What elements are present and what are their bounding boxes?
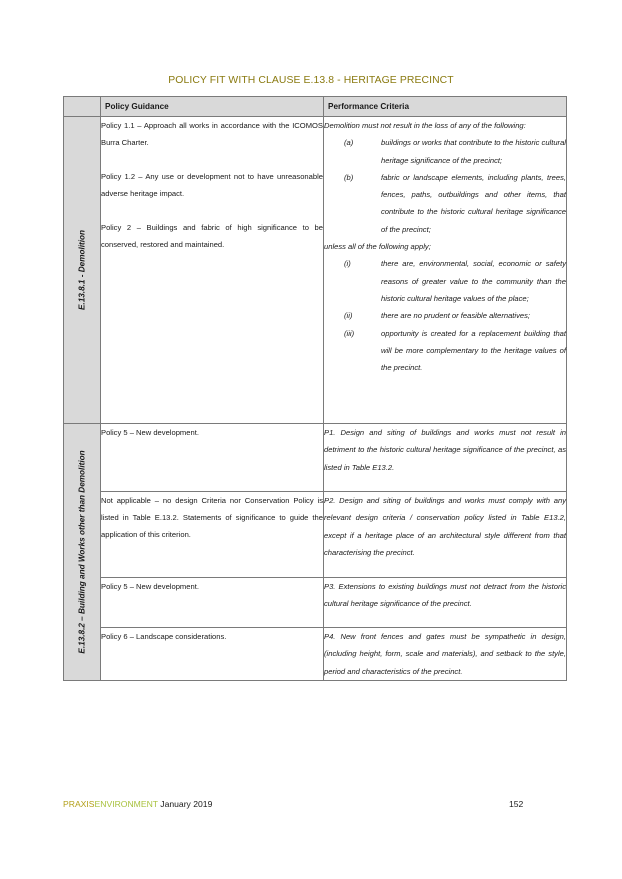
criteria-cell — [324, 117, 567, 424]
footer-date: January 2019 — [157, 799, 213, 809]
header-performance-criteria: Performance Criteria — [324, 97, 567, 117]
criteria-unless: unless all of the following apply; — [324, 242, 431, 252]
policy-fit-table — [63, 96, 567, 681]
table-row — [64, 424, 567, 492]
criteria-cell: P3. Extensions to existing buildings must not detract from the historic cultural heritage significance of the precinct. — [324, 578, 567, 628]
table-row — [64, 578, 567, 628]
criteria-intro: Demolition must not result in the loss of any of the following: — [324, 121, 526, 130]
guidance-paragraph: Policy 1.2 – Any use or development not to have unreasonable adverse heritage impact. — [101, 172, 323, 198]
list-item-label: (ii) — [344, 311, 353, 321]
guidance-paragraph: Policy 1.1 – Approach all works in accordance with the ICOMOS Burra Charter. — [101, 121, 323, 147]
header-corner-cell — [64, 97, 101, 117]
criteria-cell: P2. Design and siting of buildings and works must comply with any relevant design criteria / conservation policy listed in Table E13.2, except if a heritage place of an architectural style different from that characterising the precinct. — [324, 492, 567, 578]
guidance-paragraph: Policy 2 – Buildings and fabric of high significance to be conserved, restored and maintained. — [101, 223, 323, 249]
guidance-cell: Not applicable – no design Criteria nor Conservation Policy is listed in Table E.13.2. Statements of significance to guide the application of this criterion. — [101, 492, 324, 578]
table-header-row — [64, 97, 567, 117]
footer-brand-date — [63, 799, 212, 809]
list-item-text: there are no prudent or feasible alternatives; — [381, 311, 531, 321]
table-row — [64, 492, 567, 578]
list-item-label: (iii) — [344, 328, 355, 338]
guidance-cell: Policy 5 – New development. — [101, 578, 324, 628]
list-item-label: (a) — [344, 138, 354, 148]
section-label-cell — [64, 424, 101, 681]
guidance-cell — [101, 117, 324, 424]
footer-brand-praxis: PRAXIS — [63, 799, 95, 809]
section-label-demolition: E.13.8.1 - Demolition — [77, 229, 87, 311]
list-item-text: there are, environmental, social, economic or safety reasons of greater value to the community than the historic cultural heritage values of the place; — [381, 259, 566, 303]
criteria-cell: P1. Design and siting of buildings and works must not result in detriment to the historic cultural heritage significance of the precinct, as listed in Table E13.2. — [324, 424, 567, 492]
section-label-building-works: E.13.8.2 – Building and Works other than Demolition — [77, 450, 87, 654]
section-label-cell — [64, 117, 101, 424]
table-row — [64, 117, 567, 424]
list-item — [324, 307, 566, 324]
list-item-text: fabric or landscape elements, including plants, trees, fences, paths, outbuildings and other items, that contribute to the historic cultural heritage significance of the precinct; — [381, 172, 566, 234]
list-item-text: buildings or works that contribute to the historic cultural heritage significance of the precinct; — [381, 138, 566, 165]
list-item-label: (b) — [344, 172, 354, 182]
header-policy-guidance: Policy Guidance — [101, 97, 324, 117]
list-item-label: (i) — [344, 259, 351, 269]
footer-brand-environment: ENVIRONMENT — [94, 799, 158, 809]
page-number: 152 — [509, 799, 524, 809]
list-item-text: opportunity is created for a replacement building that will be more complementary to the heritage values of the precinct. — [381, 328, 566, 373]
guidance-cell: Policy 5 – New development. — [101, 424, 324, 492]
page-title: POLICY FIT WITH CLAUSE E.13.8 - HERITAGE PRECINCT — [168, 75, 454, 86]
list-item — [324, 325, 566, 377]
list-item — [324, 134, 566, 169]
guidance-cell: Policy 6 – Landscape considerations. — [101, 628, 324, 681]
criteria-cell: P4. New front fences and gates must be sympathetic in design, (including height, form, scale and materials), and setback to the style, period and characteristics of the precinct. — [324, 628, 567, 681]
table-row — [64, 628, 567, 681]
list-item — [324, 169, 566, 238]
list-item — [324, 255, 566, 307]
